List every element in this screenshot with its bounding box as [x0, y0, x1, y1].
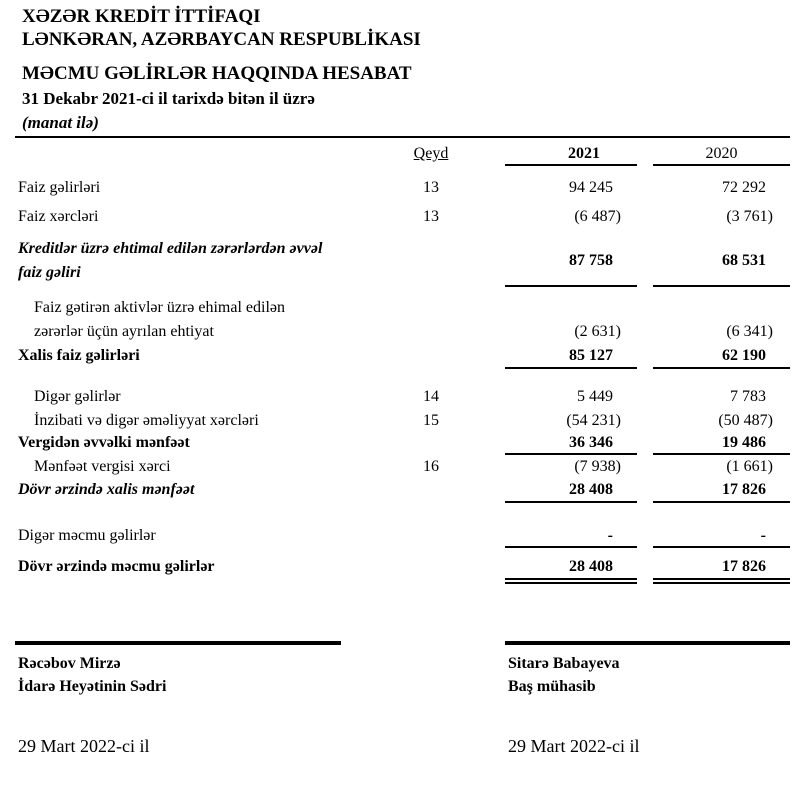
row-value-2020: 68 531 — [653, 237, 790, 287]
row-value-2021: 28 408 — [505, 556, 637, 584]
signer-title: İdarə Heyətinin Sədri — [18, 678, 167, 695]
row-label: Digər məcmu gəlirlər — [18, 527, 156, 544]
row-value-2020: (1 661) — [726, 458, 773, 475]
signer-name: Sitarə Babayeva — [508, 655, 620, 672]
table-row-net-profit — [0, 479, 790, 503]
row-value-2020: 19 486 — [653, 433, 790, 455]
report-title: MƏCMU GƏLİRLƏR HAQQINDA HESABAT — [22, 63, 412, 84]
table-header-row — [0, 144, 790, 166]
row-note: 14 — [423, 388, 439, 405]
column-header-note-label: Qeyd — [413, 145, 449, 162]
row-label-line2: faiz gəliri — [18, 264, 81, 281]
column-header-2021: 2021 — [505, 144, 637, 166]
income-statement-table — [0, 138, 790, 584]
row-label: Faiz xərcləri — [18, 208, 99, 225]
row-label: Mənfəət vergisi xərci — [34, 458, 171, 475]
row-value-2020: 72 292 — [722, 179, 766, 196]
row-label-line1: Faiz gətirən aktivlər üzrə ehimal edilən — [34, 299, 285, 316]
header-label-spacer — [0, 144, 392, 166]
column-header-2020: 2020 — [653, 144, 790, 166]
row-value-2021: 85 127 — [505, 345, 637, 369]
row-note — [392, 479, 470, 503]
table-row-total-comprehensive-income — [0, 556, 790, 584]
table-row-income-tax-expense — [0, 455, 790, 479]
row-value-2020: 17 826 — [653, 556, 790, 584]
row-label: Faiz gəlirləri — [18, 179, 101, 196]
row-note: 16 — [423, 458, 439, 475]
row-value-2021: (54 231) — [566, 412, 621, 429]
table-row-interest-income — [0, 176, 790, 200]
org-location: LƏNKƏRAN, AZƏRBAYCAN RESPUBLİKASI — [22, 29, 421, 50]
row-label — [0, 296, 392, 344]
row-value-2021: 94 245 — [569, 179, 613, 196]
row-label: Vergidən əvvəlki mənfəət — [18, 434, 190, 451]
row-value-2021: 36 346 — [505, 433, 637, 455]
row-value-2020: 7 783 — [730, 388, 766, 405]
row-value-2021: 5 449 — [577, 388, 613, 405]
table-row-interest-expense — [0, 205, 790, 229]
row-value-2020: (50 487) — [718, 412, 773, 429]
table-row-profit-before-tax — [0, 433, 790, 455]
signature-line — [505, 641, 790, 645]
row-value-2021: (2 631) — [574, 323, 621, 340]
row-label: Dövr ərzində xalis mənfəət — [18, 481, 195, 498]
row-value-2021: 87 758 — [505, 237, 637, 287]
row-label-line2: zərərlər üçün ayrılan ehtiyat — [34, 323, 214, 340]
row-label-line1: Kreditlər üzrə ehtimal edilən zərərlərdən əvvəl — [18, 240, 323, 257]
signature-date: 29 Mart 2022-ci il — [18, 736, 150, 756]
row-value-2021: (7 938) — [574, 458, 621, 475]
row-note: 15 — [423, 412, 439, 429]
table-row-other-income — [0, 385, 790, 409]
column-header-note — [392, 144, 470, 166]
row-note — [392, 433, 470, 455]
currency-note: (manat ilə) — [22, 113, 99, 132]
signature-date: 29 Mart 2022-ci il — [508, 736, 640, 756]
signature-section — [0, 641, 800, 756]
signature-block-chairman — [15, 641, 341, 756]
row-label: Xalis faiz gəlirləri — [18, 347, 140, 364]
report-period: 31 Dekabr 2021-ci il tarixdə bitən il üzrə — [22, 89, 315, 108]
table-row-impairment-provision — [0, 296, 790, 344]
row-value-2020: 62 190 — [653, 345, 790, 369]
row-note — [392, 556, 470, 584]
row-value-2021: - — [505, 526, 637, 548]
row-value-2020: 17 826 — [653, 479, 790, 503]
row-note: 13 — [423, 208, 439, 225]
signature-line — [15, 641, 341, 645]
row-note — [392, 345, 470, 369]
row-note: 13 — [423, 179, 439, 196]
row-note — [392, 296, 470, 344]
row-note — [392, 526, 470, 548]
row-label: Digər gəlirlər — [34, 388, 121, 405]
table-row-net-interest-income — [0, 345, 790, 369]
row-value-2020: (3 761) — [726, 208, 773, 225]
table-row-other-comprehensive-income — [0, 526, 790, 548]
signer-title: Baş mühasib — [508, 678, 596, 695]
row-value-2020: (6 341) — [726, 323, 773, 340]
row-value-2021: (6 487) — [574, 208, 621, 225]
org-name: XƏZƏR KREDİT İTTİFAQI — [22, 6, 261, 27]
row-note — [392, 237, 470, 287]
row-label — [0, 237, 392, 287]
row-value-2020: - — [653, 526, 790, 548]
table-row-interest-income-before-impairment — [0, 237, 790, 287]
row-label: Dövr ərzində məcmu gəlirlər — [18, 558, 215, 575]
report-header — [22, 5, 421, 134]
table-row-admin-expenses — [0, 409, 790, 433]
signer-name: Rəcəbov Mirzə — [18, 655, 121, 672]
signature-block-accountant — [505, 641, 790, 756]
row-label: İnzibati və digər əməliyyat xərcləri — [34, 412, 259, 429]
row-value-2021: 28 408 — [505, 479, 637, 503]
